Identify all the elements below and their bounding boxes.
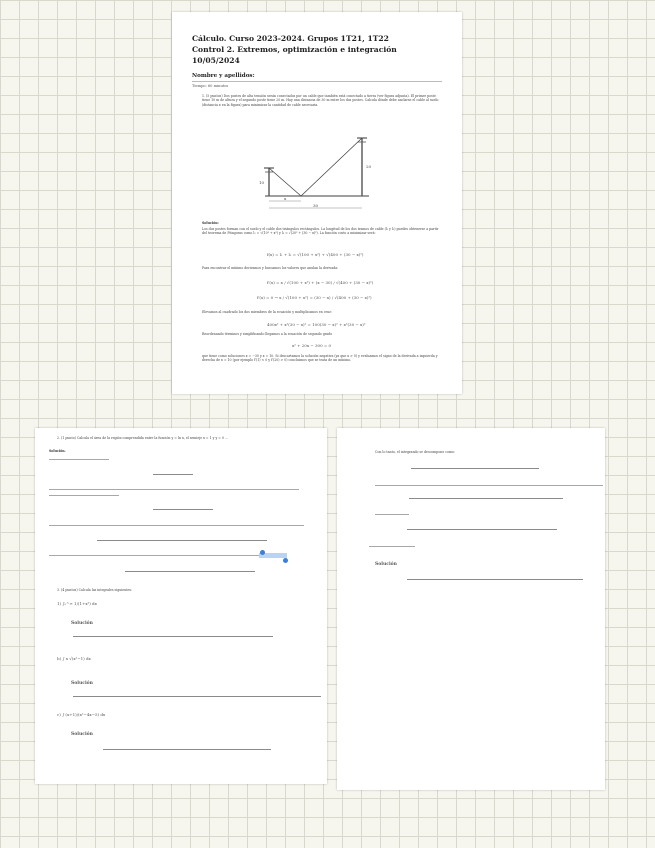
formula-line: [103, 749, 271, 750]
problem-2-heading: 2. (1 punto) Calcula el área de la región comprendida entre la función y = ln x, el semieje x = 1 y y = 0 ...: [57, 436, 229, 440]
problem-1-text: 1. (5 puntos) Dos postes de alta tensión serán conectados por un cable que también está conectado a tierra (ver figura adjunta). El primer poste tiene 10 m de altura y el segundo poste tiene 20 m. Hay una distancia de 30 m entre los dos postes. Calcula dónde debe anclarse el cable al suelo (distancia x en la figura) para minimizar la cantidad de cable necesaria.: [202, 94, 439, 107]
time-label: Tiempo: 60 minutos: [192, 84, 229, 88]
formula-4: 400x² + x²(30 − x)² = 100(30 − x)² + x²(30 − x)²: [267, 322, 366, 327]
formula-line: [411, 468, 539, 469]
page-3-solution-label: Solución: [375, 562, 397, 567]
formula-line: [407, 579, 583, 580]
text-line: [49, 489, 299, 490]
formula-2: f′(x) = x / √(100 + x²) + (x − 30) / √(400 + (30 − x)²): [267, 280, 374, 285]
solution-text-3: Elevamos al cuadrado los dos miembros de la ecuación y multiplicamos en cruz:: [202, 310, 332, 314]
solution-text-1: Los dos postes forman con el suelo y el cable dos triángulos rectángulos. La longitud de los dos tramos de cable (l₁ y l₂) puedes obtenerse a partir del teorema de Pitagoras como l₁ = √(10² + x²) y l₂ = √(20² + (30 − x)²). La función costo a minimizar será:: [202, 227, 439, 236]
document-page-2: [35, 428, 327, 784]
formula-line: [409, 498, 563, 499]
solution-c-label: Solución: [71, 732, 93, 737]
page-3-intro: Con lo tanto, el integrando se descompone como:: [375, 450, 455, 454]
text-line: [375, 485, 603, 486]
solution-text-4: Reordenando términos y simplificando llegamos a la ecuación de segundo grado: [202, 332, 333, 336]
figure-label-30: 30: [313, 203, 319, 208]
formula-line: [73, 636, 273, 637]
selection-end-handle[interactable]: [283, 558, 288, 563]
name-label: Nombre y apellidos:: [192, 73, 255, 79]
text-line: [49, 459, 109, 460]
solution-text-5: que tiene como soluciones x = −30 y x = 10. Si descartamos la solución negativa (ya que x > 0) y evaluamos el signo de la derivada a izquierda y derecha de x = 10 (por ejemplo f′(1) < 0 y f′(20) > 0) concluimos que se trata de un mínimo.: [202, 354, 438, 363]
exam-date: 10/05/2024: [192, 56, 240, 65]
figure-label-20: 20: [366, 164, 372, 169]
formula-line: [407, 529, 557, 530]
problem-2-solution-label: Solución.: [49, 449, 66, 453]
text-line: [49, 555, 259, 556]
selection-start-handle[interactable]: [260, 550, 265, 555]
text-line: [49, 525, 304, 526]
text-line: [375, 514, 409, 515]
page-title-line-2: Control 2. Extremos, optimización e integración: [192, 45, 397, 54]
text-line: [49, 495, 119, 496]
solution-label: Solución:: [202, 221, 219, 225]
document-page-3: [337, 428, 605, 790]
poles-figure: [257, 122, 377, 214]
figure-label-10: 10: [259, 180, 265, 185]
solution-a-label: Solución: [71, 621, 93, 626]
integral-b: b) ∫ x √(x²−1) dx: [57, 656, 91, 661]
formula-line: [153, 474, 193, 475]
solution-b-label: Solución: [71, 681, 93, 686]
formula-line: [73, 696, 321, 697]
formula-line: [125, 571, 255, 572]
formula-1: f(x) = l₁ + l₂ = √(100 + x²) + √(400 + (30 − x)²): [267, 252, 364, 257]
formula-line: [97, 540, 267, 541]
formula-5: x² + 20x − 300 = 0: [292, 343, 332, 348]
integral-a: 1) ∫₀^∞ 1/(1+x²) dx: [57, 601, 97, 606]
text-line: [369, 546, 415, 547]
page-title-line-1: Cálculo. Curso 2023-2024. Grupos 1T21, 1T22: [192, 34, 389, 43]
name-rule: [192, 81, 442, 82]
figure-label-x: x: [284, 196, 287, 201]
formula-3: f′(x) = 0 → x / √(100 + x²) = (30 − x) / √(400 + (30 − x)²): [257, 295, 372, 300]
formula-line: [153, 509, 213, 510]
problem-3-title: 3. (4 puntos) Calcula las integrales siguientes:: [57, 588, 133, 592]
solution-text-2: Para encontrar el mínimo derivamos y buscamos los valores que anulan la derivada:: [202, 266, 339, 270]
document-page-1: [172, 12, 462, 394]
integral-c: c) ∫ (x+1)/(x²−4x−5) dx: [57, 712, 106, 717]
